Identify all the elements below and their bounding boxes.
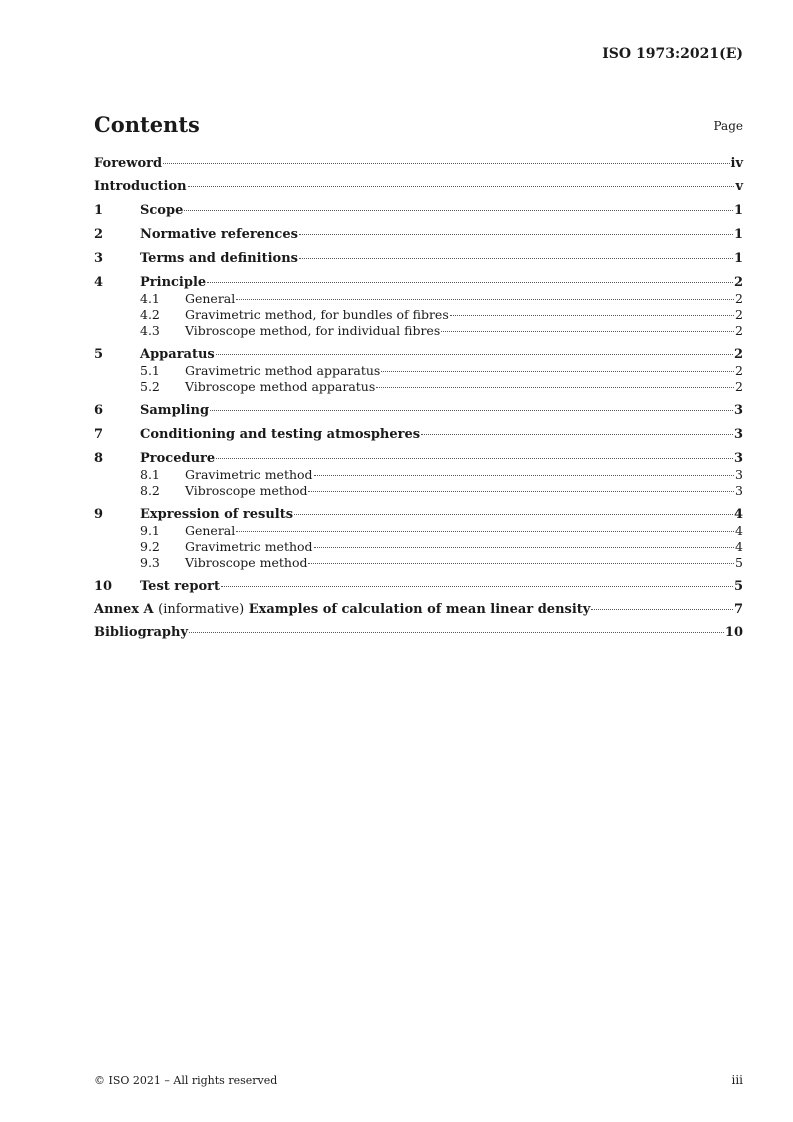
toc-entry-title bbox=[94, 602, 590, 618]
toc-entry[interactable] bbox=[94, 555, 743, 571]
toc-entry-number: 4.3 bbox=[140, 323, 160, 338]
dot-leader bbox=[450, 315, 734, 316]
dot-leader bbox=[236, 531, 734, 532]
toc-entry-page: 3 bbox=[735, 483, 743, 498]
toc-entry[interactable] bbox=[94, 579, 743, 595]
toc-entry[interactable] bbox=[94, 379, 743, 395]
toc-entry-title: Vibroscope method apparatus bbox=[185, 379, 376, 394]
dot-leader bbox=[189, 632, 724, 633]
dot-leader bbox=[216, 354, 733, 355]
toc-annex-label: Annex A bbox=[94, 602, 154, 617]
toc-entry[interactable] bbox=[94, 523, 743, 539]
toc-entry-title: Introduction bbox=[94, 179, 187, 194]
toc-entry-number: 9.1 bbox=[140, 523, 160, 538]
toc-entry-page: 5 bbox=[735, 555, 743, 570]
toc-annex-note: (informative) bbox=[158, 602, 245, 617]
toc-entry[interactable] bbox=[94, 251, 743, 267]
toc-entry-title: Gravimetric method bbox=[185, 467, 313, 482]
dot-leader bbox=[207, 282, 733, 283]
toc-entry-page: iv bbox=[730, 156, 743, 171]
toc-entry-title: Gravimetric method bbox=[185, 539, 313, 554]
toc-entry[interactable] bbox=[94, 227, 743, 243]
toc-entry[interactable] bbox=[94, 625, 743, 641]
page-column-label: Page bbox=[713, 119, 743, 133]
toc-entry-title: Sampling bbox=[140, 403, 210, 418]
dot-leader bbox=[210, 410, 733, 411]
toc-entry-page: 2 bbox=[735, 291, 743, 306]
toc-entry-title: Foreword bbox=[94, 156, 163, 171]
toc-entry-title: Vibroscope method bbox=[185, 483, 308, 498]
toc-entry-number: 5 bbox=[94, 347, 104, 362]
toc-entry-number: 5.2 bbox=[140, 379, 160, 394]
toc-entry-page: v bbox=[735, 179, 743, 194]
toc-entry[interactable] bbox=[94, 156, 743, 172]
dot-leader bbox=[441, 331, 734, 332]
toc-entry-title: Gravimetric method apparatus bbox=[185, 363, 381, 378]
toc-entry-number: 3 bbox=[94, 251, 104, 266]
toc-entry-title: Normative references bbox=[140, 227, 298, 242]
toc-entry-number: 2 bbox=[94, 227, 104, 242]
toc-entry-page: 3 bbox=[735, 467, 743, 482]
toc-entry-page: 1 bbox=[733, 227, 743, 242]
toc-entry-number: 1 bbox=[94, 203, 104, 218]
toc-entry-title: Vibroscope method bbox=[185, 555, 308, 570]
dot-leader bbox=[294, 514, 733, 515]
dot-leader bbox=[221, 586, 733, 587]
toc-entry[interactable] bbox=[94, 427, 743, 443]
dot-leader bbox=[376, 387, 734, 388]
toc-annex-title: Examples of calculation of mean linear density bbox=[248, 602, 591, 617]
toc-entry-number: 4.1 bbox=[140, 291, 160, 306]
toc-entry-number: 9.2 bbox=[140, 539, 160, 554]
toc-entry-page: 4 bbox=[735, 539, 743, 554]
toc-entry-page: 1 bbox=[733, 251, 743, 266]
toc-entry-title: General bbox=[185, 523, 236, 538]
toc-entry-page: 2 bbox=[735, 379, 743, 394]
toc-entry-title: Procedure bbox=[140, 451, 216, 466]
toc-entry[interactable] bbox=[94, 467, 743, 483]
toc-entry[interactable] bbox=[94, 203, 743, 219]
toc-entry-title: Test report bbox=[140, 579, 221, 594]
toc-entry-number: 10 bbox=[94, 579, 113, 594]
toc-entry[interactable] bbox=[94, 347, 743, 363]
toc-entry[interactable] bbox=[94, 275, 743, 291]
toc-entry-page: 1 bbox=[733, 203, 743, 218]
dot-leader bbox=[381, 371, 734, 372]
toc-entry-page: 10 bbox=[724, 625, 743, 640]
page-number: iii bbox=[731, 1073, 743, 1087]
toc-entry-page: 2 bbox=[735, 307, 743, 322]
toc-entry[interactable] bbox=[94, 291, 743, 307]
toc-entry-page: 4 bbox=[735, 523, 743, 538]
toc-entry[interactable] bbox=[94, 179, 743, 195]
toc-entry[interactable] bbox=[94, 602, 743, 618]
dot-leader bbox=[314, 475, 735, 476]
dot-leader bbox=[299, 234, 733, 235]
toc-entry-title: Apparatus bbox=[140, 347, 215, 362]
toc-entry-number: 8 bbox=[94, 451, 104, 466]
toc-entry-number: 8.1 bbox=[140, 467, 160, 482]
toc-entry-title: Gravimetric method, for bundles of fibres bbox=[185, 307, 449, 322]
dot-leader bbox=[591, 609, 733, 610]
dot-leader bbox=[421, 434, 733, 435]
toc-entry-number: 9 bbox=[94, 507, 104, 522]
toc-entry[interactable] bbox=[94, 451, 743, 467]
toc-entry-page: 5 bbox=[733, 579, 743, 594]
dot-leader bbox=[314, 547, 735, 548]
toc-entry-title: Principle bbox=[140, 275, 207, 290]
toc-entry-page: 4 bbox=[733, 507, 743, 522]
toc-entry-number: 7 bbox=[94, 427, 104, 442]
toc-entry-number: 6 bbox=[94, 403, 104, 418]
toc-entry-title: Scope bbox=[140, 203, 184, 218]
toc-entry-page: 7 bbox=[733, 602, 743, 617]
toc-entry[interactable] bbox=[94, 507, 743, 523]
toc-entry[interactable] bbox=[94, 483, 743, 499]
toc-entry-title: Vibroscope method, for individual fibres bbox=[185, 323, 441, 338]
toc-entry-title: Expression of results bbox=[140, 507, 294, 522]
dot-leader bbox=[184, 210, 733, 211]
toc-entry[interactable] bbox=[94, 403, 743, 419]
toc-entry-page: 2 bbox=[733, 275, 743, 290]
toc-entry-number: 9.3 bbox=[140, 555, 160, 570]
toc-entry[interactable] bbox=[94, 539, 743, 555]
toc-entry-page: 3 bbox=[733, 403, 743, 418]
toc-entry-page: 2 bbox=[733, 347, 743, 362]
toc-entry-page: 3 bbox=[733, 427, 743, 442]
copyright-notice: © ISO 2021 – All rights reserved bbox=[94, 1074, 278, 1087]
toc-entry-number: 8.2 bbox=[140, 483, 160, 498]
table-of-contents bbox=[94, 156, 743, 641]
dot-leader bbox=[163, 163, 729, 164]
toc-entry-title: Conditioning and testing atmospheres bbox=[140, 427, 421, 442]
dot-leader bbox=[308, 491, 734, 492]
toc-entry-number: 4.2 bbox=[140, 307, 160, 322]
toc-entry-number: 4 bbox=[94, 275, 104, 290]
toc-entry-title: Terms and definitions bbox=[140, 251, 298, 266]
dot-leader bbox=[188, 186, 735, 187]
toc-entry-title: Bibliography bbox=[94, 625, 189, 640]
dot-leader bbox=[308, 563, 734, 564]
toc-entry[interactable] bbox=[94, 307, 743, 323]
dot-leader bbox=[299, 258, 733, 259]
page-title: Contents bbox=[94, 112, 200, 137]
toc-entry[interactable] bbox=[94, 323, 743, 339]
toc-entry-page: 2 bbox=[735, 363, 743, 378]
dot-leader bbox=[216, 458, 733, 459]
toc-entry-number: 5.1 bbox=[140, 363, 160, 378]
toc-entry-title: General bbox=[185, 291, 236, 306]
dot-leader bbox=[236, 299, 734, 300]
document-id: ISO 1973:2021(E) bbox=[602, 46, 743, 62]
toc-entry-page: 3 bbox=[733, 451, 743, 466]
toc-entry-page: 2 bbox=[735, 323, 743, 338]
toc-entry[interactable] bbox=[94, 363, 743, 379]
